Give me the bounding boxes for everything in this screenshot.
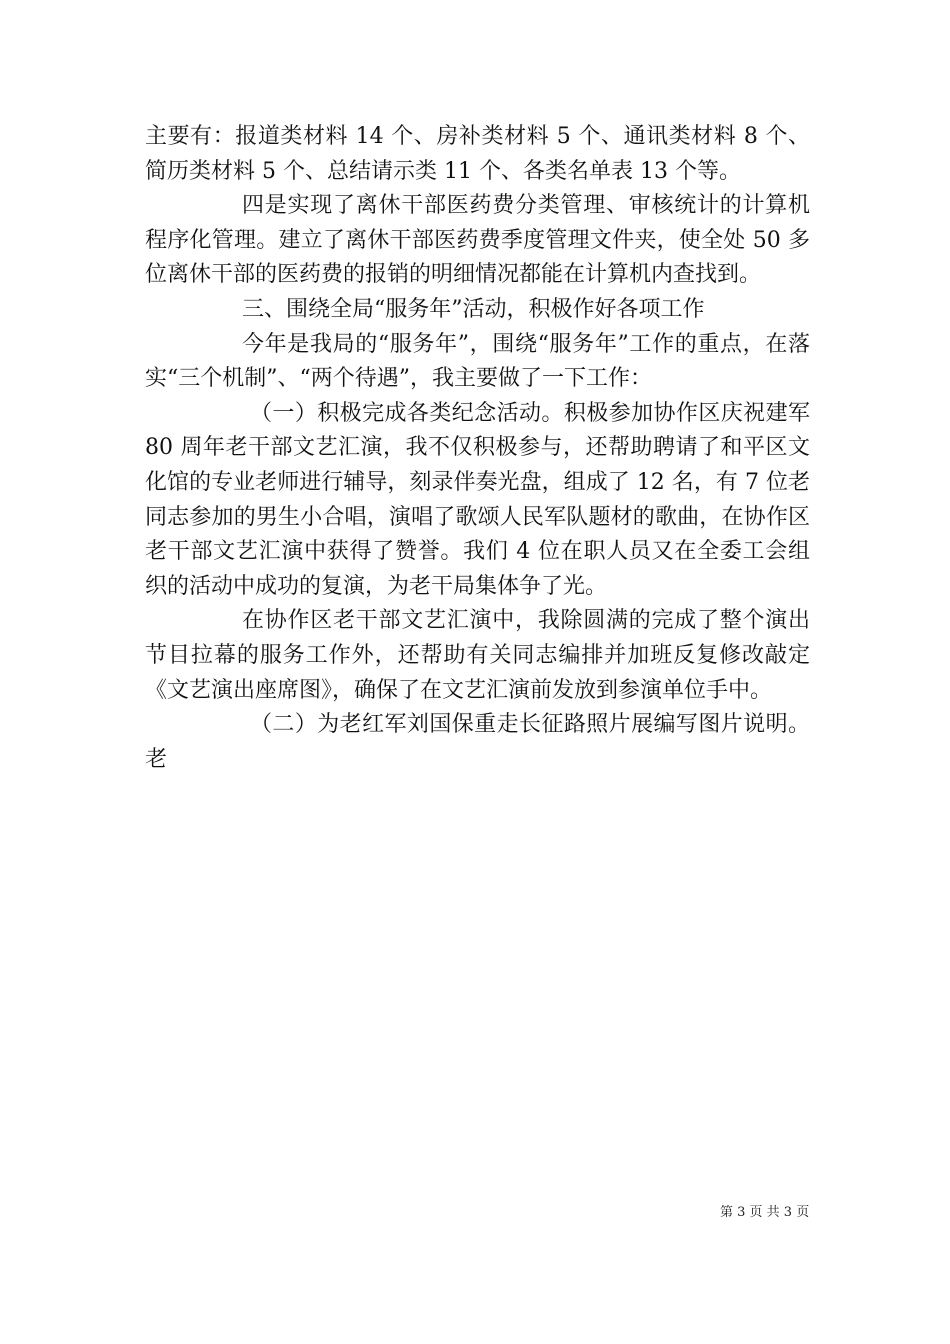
paragraph-commemorative-activities: （一）积极完成各类纪念活动。积极参加协作区庆祝建军 80 周年老干部文艺汇演，我不仅积极参与，还帮助聘请了和平区文化馆的专业老师进行辅导，刻录伴奏光盘，组成了 12 名，有 7 位老同志参加的男生小合唱，演唱了歌颂人民军队题材的歌曲，在协作区老干部文艺汇演中获得了赞誉。我们 4 位在职人员又在全委工会组织的活动中成功的复演，为老干局集体争了光。 [145,400,810,599]
paragraph-service-year-intro: 今年是我局的“服务年”，围绕“服务年”工作的重点，在落实“三个机制”、“两个待遇”，我主要做了一下工作： [145,331,810,392]
paragraph-performance-service: 在协作区老干部文艺汇演中，我除圆满的完成了整个演出节目拉幕的服务工作外，还帮助有关同志编排并加班反复修改敲定《文艺演出座席图》，确保了在文艺汇演前发放到参演单位手中。 [145,608,810,703]
page-number-footer: 第 3 页 共 3 页 [720,1205,810,1220]
paragraph-materials-summary: 主要有：报道类材料 14 个、房补类材料 5 个、通讯类材料 8 个、简历类材料 5 个、总结请示类 11 个、各类名单表 13 个等。 [145,124,810,184]
paragraph-medical-expense-management: 四是实现了离休干部医药费分类管理、审核统计的计算机程序化管理。建立了离休干部医药费季度管理文件夹，使全处 50 多位离休干部的医药费的报销的明细情况都能在计算机内查找到。 [145,193,810,288]
section-heading-service-year: 三、围绕全局“服务年”活动，积极作好各项工作 [242,296,705,322]
document-body [145,120,810,777]
paragraph-photo-exhibition: （二）为老红军刘国保重走长征路照片展编写图片说明。老 [145,712,810,772]
